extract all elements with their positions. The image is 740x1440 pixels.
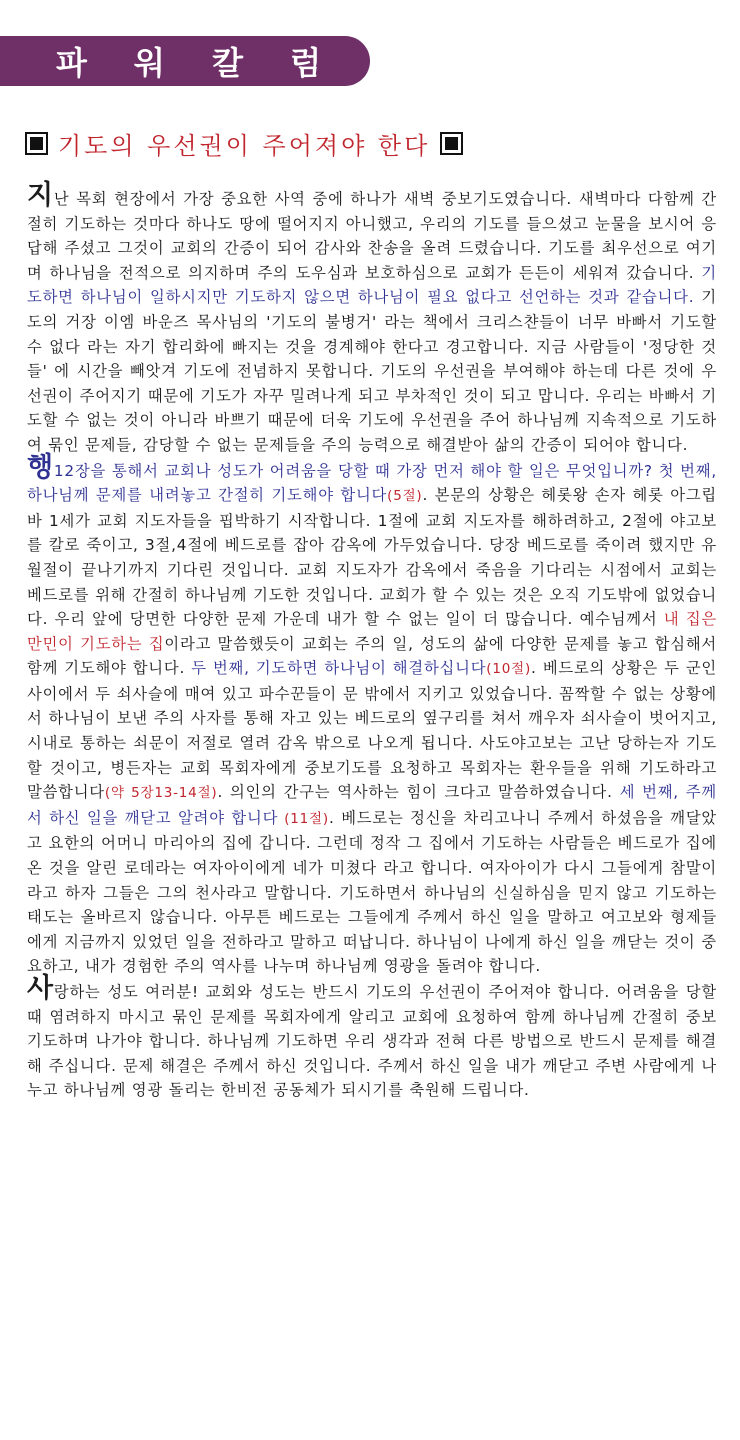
black-square-bullet-icon — [25, 132, 48, 155]
verse-reference: (5절) — [387, 488, 423, 505]
drop-initial: 사 — [27, 973, 54, 1004]
emphasis-blue: 기도하면 하나님이 일하시지만 기도하지 않으면 하나님이 필요 없다고 선언하는 것과 같습니다. — [27, 263, 717, 307]
text-segment: 난 목회 현장에서 가장 중요한 사역 중에 하나가 새벽 중보기도였습니다. 새벽마다 다함께 간절히 기도하는 것마다 하나도 땅에 떨어지지 아니했고, 우리의 기도를 들으셨고 눈물을 보시어 응답해 주셨고 그것이 교회의 간증이 되어 감사와 찬송을 올려 드렸습니다. 기도를 최우선으로 여기며 하나님을 전적으로 의지하며 주의 도우심과 보호하심으로 교회가 든든이 세워져 갔습니다. — [27, 190, 717, 282]
article-title-row — [25, 128, 725, 158]
text-segment: . 의인의 간구는 역사하는 힘이 크다고 말씀하였습니다. — [217, 783, 620, 802]
drop-initial: 행 — [27, 451, 54, 483]
article-body — [27, 180, 718, 1103]
verse-reference: (11절) — [278, 810, 329, 827]
text-segment: 랑하는 성도 여러분! 교회와 성도는 반드시 기도의 우선권이 주어져야 합니다. 어려움을 당할 때 염려하지 마시고 묶인 문제를 목회자에게 알리고 교회에 요청하여 함께 하나님께 간절히 중보기도하며 나가야 합니다. 하나님께 기도하면 우리 생각과 전혀 다른 방법으로 반드시 문제를 해결해 주십니다. 문제 해결은 주께서 하신 것입니다. 주께서 하신 일을 내가 깨닫고 주변 사람에게 나누고 하나님께 영광 돌리는 한비전 공동체가 되시기를 축원해 드립니다. — [27, 983, 717, 1100]
text-segment: 기도의 거장 이엠 바운즈 목사님의 '기도의 불병거' 라는 책에서 크리스챤들이 너무 바빠서 기도할 수 없다 라는 자기 합리화에 빠지는 것을 경계해야 한다고 경고합니다. 지금 사람들이 '정당한 것들' 에 시간을 빼앗겨 기도에 전념하지 못합니다. 기도의 우선권을 부여해야 하는데 다른 것에 우선권이 주어지기 때문에 기도가 자꾸 밀려나게 되고 부차적인 것이 되고 맙니다. 우리는 바빠서 기도할 수 없는 것이 아니라 바쁘기 때문에 더욱 기도에 우선권을 주어 하나님께 지속적으로 기도하여 묶인 문제들, 감당할 수 없는 문제들을 주의 능력으로 해결받아 삶의 간증이 되어야 합니다. — [27, 288, 717, 454]
paragraph-2 — [27, 451, 718, 979]
text-segment: . 본문의 상황은 헤롯왕 손자 헤롯 아그립바 1세가 교회 지도자들을 핍박하기 시작합니다. 1절에 교회 지도자를 해하려하고, 2절에 야고보를 칼로 죽이고, 3절,4절에 베드로를 잡아 감옥에 가두었습니다. 당장 베드로를 죽이려 했지만 유월절이 끝나기까지 기다린 것입니다. 교회 지도자가 감옥에서 죽음을 기다리는 시점에서 교회는 베드로를 위해 간절히 하나님께 기도한 것입니다. 교회가 할 수 있는 것은 오직 기도밖에 없었습니다. 우리 앞에 당면한 다양한 문제 가운데 내가 할 수 없는 일이 더 많습니다. 예수님께서 — [27, 486, 718, 629]
text-segment: . 베드로는 정신을 차리고나니 주께서 하셨음을 깨달았고 요한의 어머니 마리아의 집에 갑니다. 그런데 정작 그 집에서 기도하는 사람들은 베드로가 집에 온 것을 알린 로데라는 여자아이에게 네가 미쳤다 라고 합니다. 여자아이가 다시 그들에게 참말이라고 하자 그들은 그의 천사라고 말합니다. 기도하면서 하나님의 신실하심을 믿지 않고 기도하는 태도는 올바르지 않습니다. 아무튼 베드로는 그들에게 주께서 하신 일을 말하고 여고보와 형제들에게 지금까지 있었던 일을 전하라고 말하고 떠납니다. 하나님이 나에게 하신 일을 깨닫는 것이 중요하고, 내가 경험한 주의 역사를 나누며 하나님께 영광을 돌려야 합니다. — [27, 808, 717, 976]
emphasis-red: 내 집은 만민이 기도하는 집 — [27, 610, 718, 653]
emphasis-blue: 세 번째, 주께서 하신 일을 깨닫고 알려야 합니다 — [27, 783, 717, 827]
verse-reference: (약 5장13-14절) — [104, 785, 218, 802]
text-segment: 이라고 말씀했듯이 교회는 주의 일, 성도의 삶에 다양한 문제를 놓고 합심해서 함께 기도해야 합니다. — [27, 634, 717, 678]
paragraph-3 — [27, 973, 717, 1103]
black-square-bullet-icon — [440, 132, 463, 155]
column-banner — [0, 36, 370, 86]
emphasis-blue: 두 번째, 기도하면 하나님이 해결하십니다 — [191, 659, 487, 678]
emphasis-blue: 12장을 통해서 교회나 성도가 어려움을 당할 때 가장 먼저 해야 할 일은 무엇입니까? 첫 번째, 하나님께 문제를 내려놓고 간절히 기도해야 합니다 — [27, 461, 717, 505]
paragraph-1 — [27, 180, 717, 458]
article-title: 기도의 우선권이 주어져야 한다 — [58, 131, 431, 160]
drop-initial: 지 — [27, 180, 54, 211]
text-segment: . 베드로의 상황은 두 군인 사이에서 두 쇠사슬에 매여 있고 파수꾼들이 문 밖에서 지키고 있었습니다. 꼼짝할 수 없는 상황에서 하나님이 보낸 주의 사자를 통해 자고 있는 베드로의 옆구리를 쳐서 깨우자 쇠사슬이 벗어지고, 시내로 통하는 쇠문이 저절로 열려 감옥 밖으로 나오게 됩니다. 사도야고보는 고난 당하는자 기도할 것이고, 병든자는 교회 목회자에게 중보기도를 요청하고 목회자는 환우들을 위해 기도하라고 말씀합니다 — [27, 659, 717, 802]
column-banner-label: 파 워 칼 럼 — [56, 44, 340, 82]
verse-reference: (10절) — [486, 661, 532, 678]
